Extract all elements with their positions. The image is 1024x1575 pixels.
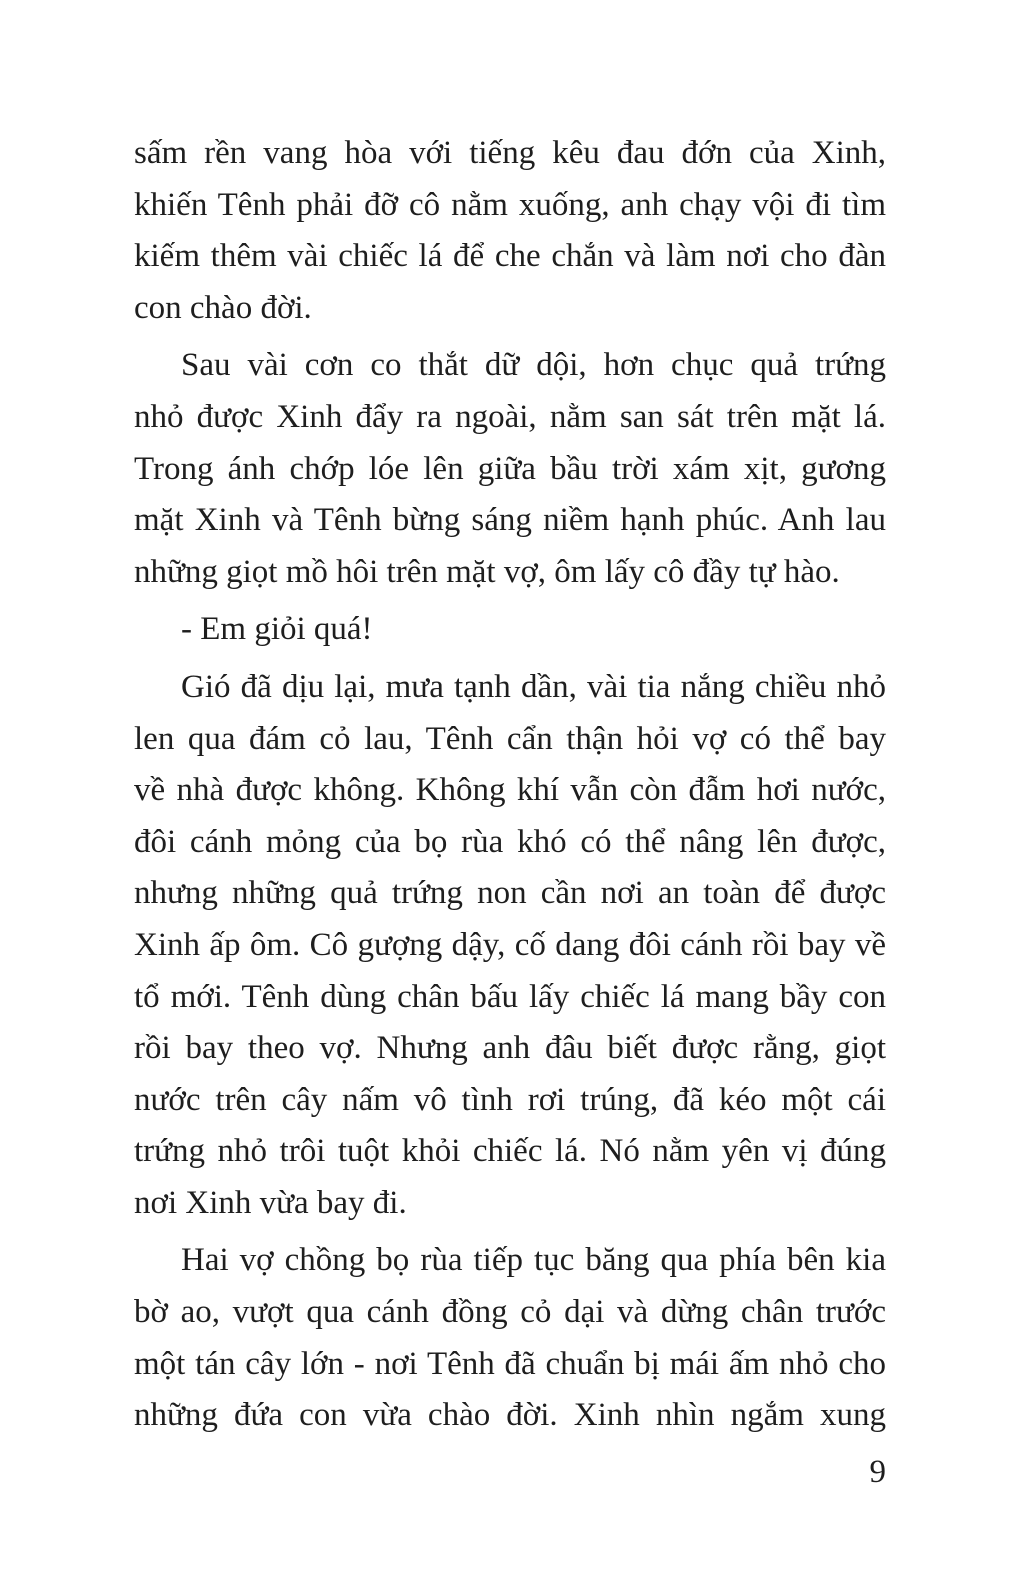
text-line: sấm rền vang hòa với tiếng kêu đau đớn của Xinh, xyxy=(134,135,886,171)
paragraph xyxy=(134,340,886,598)
text-line: nhưng những quả trứng non cần nơi an toàn để được xyxy=(134,875,886,912)
text-line: trứng nhỏ trôi tuột khỏi chiếc lá. Nó nằm yên vị đúng xyxy=(134,1133,886,1170)
page-number: 9 xyxy=(869,1454,886,1490)
text-line: những giọt mồ hôi trên mặt vợ, ôm lấy cô đầy tự hào. xyxy=(134,553,840,590)
page-body xyxy=(134,128,886,1442)
text-line: nước trên cây nấm vô tình rơi trúng, đã kéo một cái xyxy=(134,1081,886,1118)
text-line: len qua đám cỏ lau, Tênh cẩn thận hỏi vợ có thể bay xyxy=(134,720,886,757)
text-line: nhỏ được Xinh đẩy ra ngoài, nằm san sát trên mặt lá. xyxy=(134,398,886,435)
text-line: mặt Xinh và Tênh bừng sáng niềm hạnh phúc. Anh lau xyxy=(134,502,886,539)
text-line: - Em giỏi quá! xyxy=(181,611,373,648)
text-line: những đứa con vừa chào đời. Xinh nhìn ngắm xung xyxy=(134,1397,886,1434)
paragraph xyxy=(134,128,886,334)
dialogue-paragraph xyxy=(134,604,886,656)
text-line: con chào đời. xyxy=(134,289,312,326)
text-line: rồi bay theo vợ. Nhưng anh đâu biết được rằng, giọt xyxy=(134,1030,886,1067)
text-line: khiến Tênh phải đỡ cô nằm xuống, anh chạy vội đi tìm xyxy=(134,186,886,223)
text-line: về nhà được không. Không khí vẫn còn đẫm hơi nước, xyxy=(134,772,886,809)
text-line: đôi cánh mỏng của bọ rùa khó có thể nâng lên được, xyxy=(134,823,886,860)
text-line: nơi Xinh vừa bay đi. xyxy=(134,1184,407,1221)
text-line: Hai vợ chồng bọ rùa tiếp tục băng qua phía bên kia xyxy=(181,1242,886,1279)
text-line: bờ ao, vượt qua cánh đồng cỏ dại và dừng chân trước xyxy=(134,1294,886,1331)
text-line: Gió đã dịu lại, mưa tạnh dần, vài tia nắng chiều nhỏ xyxy=(181,668,886,705)
text-line: kiếm thêm vài chiếc lá để che chắn và làm nơi cho đàn xyxy=(134,238,886,275)
text-line: Trong ánh chớp lóe lên giữa bầu trời xám xịt, gương xyxy=(134,450,886,487)
paragraph xyxy=(134,662,886,1230)
text-line: Sau vài cơn co thắt dữ dội, hơn chục quả trứng xyxy=(181,347,886,384)
text-line: tổ mới. Tênh dùng chân bấu lấy chiếc lá mang bầy con xyxy=(134,978,886,1015)
text-line: một tán cây lớn - nơi Tênh đã chuẩn bị mái ấm nhỏ cho xyxy=(134,1345,886,1382)
paragraph xyxy=(134,1235,886,1441)
text-line: Xinh ấp ôm. Cô gượng dậy, cố dang đôi cánh rồi bay về xyxy=(134,926,886,963)
